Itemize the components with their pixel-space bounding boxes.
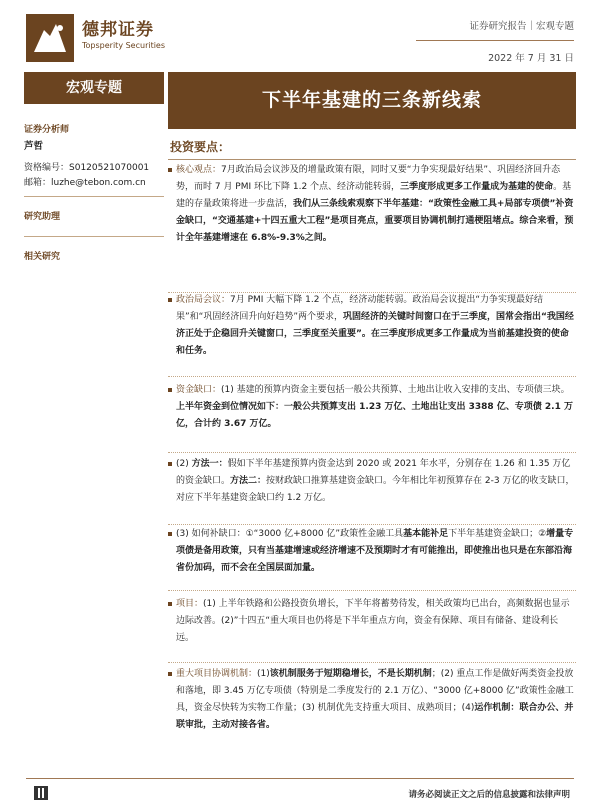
para-text: 7月政治局会议涉及的增量政策有限，同时又要“力争实现最好结果”、巩固经济回升态势，而时 7 月 PMI 环比下降 1.2 个点、经济动能转弱， xyxy=(176,165,561,192)
para-bold: 巩固经济的关键时间窗口在于三季度，国常会指出“我国经济正处于企稳回升关键窗口，三季度至关重要”。在三季度形成更多工作量成为当前基建投资的使命和任务。 xyxy=(176,312,574,356)
paragraph-core-view xyxy=(168,162,576,247)
assistant-heading: 研究助理 xyxy=(24,212,61,222)
footer-disclaimer: 请务必阅读正文之后的信息披露和法律声明 xyxy=(408,790,570,800)
para-text: (2) xyxy=(176,459,192,469)
brand-name-en: Topsperity Securities xyxy=(82,41,166,50)
para-label: 项目： xyxy=(176,599,204,609)
brand-name-cn: 德邦证券 xyxy=(82,20,154,40)
para-text: 按财政缺口推算基建资金缺口。今年相比年初预算存在 2-3 万亿的收支缺口，对应下半年基建资金缺口约 1.2 万亿。 xyxy=(176,476,575,503)
sidebar-divider xyxy=(24,236,164,237)
para-bold: 我们从三条线索观察下半年基建：“政策性金融工具+局部专项债”补资金缺口，“交通基建+十四五重大工程”是项目亮点，重要项目协调机制打通梗阻堵点。综合来看，预计全年基建增速在 6.8%-9.3%之间。 xyxy=(176,199,574,243)
section-divider xyxy=(168,662,576,663)
report-date: 2022 年 7 月 31 日 xyxy=(488,53,574,64)
para-bold: 该机制服务于短期稳增长，不是长期机制 xyxy=(269,669,432,679)
analyst-name: 芦哲 xyxy=(24,141,44,152)
section-divider xyxy=(168,376,576,377)
section-divider xyxy=(168,452,576,453)
paragraph-methods xyxy=(168,456,576,507)
para-bold: 三季度形成更多工作量成为基建的使命 xyxy=(400,182,554,192)
para-text: ；(2) 重点工作是做好两类资金投放和落地，即 3.45 万亿专项债（特别是二季度发行的 2.1 万亿）、“3000 亿+8000 亿”政策性金融工具，资金尽快转为实物工作量；(3) 机制优先支持重大项目、成熟项目；(4) xyxy=(176,669,574,713)
para-text: 假如下半年基建预算内资金达到 2020 或 2021 年水平，分别存在 1.26 和 1.35 万亿的资金缺口。 xyxy=(176,459,571,486)
bullet-icon xyxy=(168,462,172,466)
analyst-cert: 资格编号：S0120521070001 xyxy=(24,163,150,173)
main-content xyxy=(168,134,576,730)
para-bold: 方法一： xyxy=(191,459,228,469)
paragraph-coordination xyxy=(168,666,576,734)
company-logo xyxy=(26,14,74,62)
para-text: 。基建的存量政策将进一步盘活， xyxy=(176,182,572,209)
section-divider xyxy=(168,524,576,525)
qr-code-icon xyxy=(34,786,48,800)
paragraph-fill-gap xyxy=(168,526,576,577)
report-type: 证券研究报告｜宏观专题 xyxy=(469,21,574,32)
analyst-heading: 证券分析师 xyxy=(24,125,70,135)
bullet-icon xyxy=(168,602,172,606)
bullet-icon xyxy=(168,298,172,302)
para-text: (1) 上半年铁路和公路投资负增长，下半年将蓄势待发，相关政策均已出台，高频数据也显示边际改善。(2)”十四五“重大项目也仍将是下半年重点方向，资金有保障、项目有储备、建设利长远。 xyxy=(176,599,570,643)
para-bold: 基本能补足 xyxy=(403,529,449,539)
section-divider xyxy=(168,590,576,591)
para-label: 资金缺口： xyxy=(176,385,222,395)
bullet-icon xyxy=(168,672,172,676)
para-text: (1) xyxy=(257,669,270,679)
header-divider xyxy=(416,40,574,41)
paragraph-funding-gap xyxy=(168,382,576,433)
sidebar xyxy=(24,110,164,262)
para-text: 下半年基建资金缺口；② xyxy=(448,529,547,539)
para-text: (3) 如何补缺口：①“3000 亿+8000 亿”政策性金融工具 xyxy=(176,529,404,539)
para-text: (1) 基建的预算内资金主要包括一般公共预算、土地出让收入安排的支出、专项债三块。 xyxy=(221,385,570,395)
category-tag: 宏观专题 xyxy=(24,72,164,104)
para-label: 重大项目协调机制： xyxy=(176,669,258,679)
analyst-email[interactable]: 邮箱：luzhe@tebon.com.cn xyxy=(24,178,146,188)
bullet-icon xyxy=(168,532,172,536)
footer-divider xyxy=(26,778,574,779)
para-bold: 运作机制：联合办公、并联审批，主动对接各省。 xyxy=(176,703,574,730)
paragraph-projects xyxy=(168,596,576,647)
sidebar-divider xyxy=(24,196,164,197)
bullet-icon xyxy=(168,388,172,392)
para-bold: 方法二： xyxy=(230,476,267,486)
related-research-heading: 相关研究 xyxy=(24,252,61,262)
report-title: 下半年基建的三条新线索 xyxy=(168,72,576,129)
paragraph-politburo xyxy=(168,292,576,360)
para-text: 7月 PMI 大幅下降 1.2 个点，经济动能转弱。政治局会议提出“力争实现最好结果”和“巩固经济回升向好趋势”两个要求， xyxy=(176,295,544,322)
para-label: 政治局会议： xyxy=(176,295,231,305)
brand xyxy=(82,20,165,52)
bullet-icon xyxy=(168,168,172,172)
para-label: 核心观点： xyxy=(176,165,222,175)
para-bold: 增量专项债是备用政策，只有当基建增速或经济增速不及预期时才有可能推出，即使推出也只是在东部沿海省份加码，而不会在全国层面加量。 xyxy=(176,529,574,573)
key-points-heading: 投资要点： xyxy=(168,134,576,160)
para-bold: 上半年资金到位情况如下：一般公共预算支出 1.23 万亿、土地出让支出 3388 亿、专项债 2.1 万亿，合计约 3.67 万亿。 xyxy=(176,402,573,429)
